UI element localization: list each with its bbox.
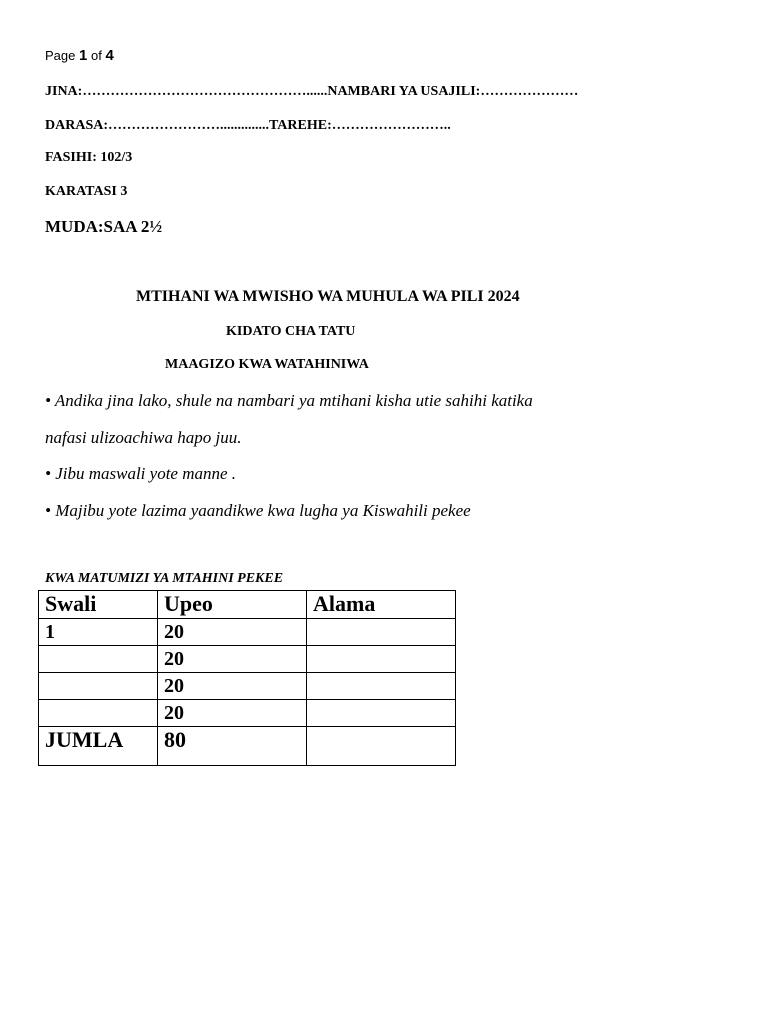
page-total: 4 bbox=[105, 47, 114, 64]
total-score-cell[interactable] bbox=[307, 727, 456, 766]
max-score-cell: 20 bbox=[158, 646, 307, 673]
max-score-cell: 20 bbox=[158, 619, 307, 646]
question-cell bbox=[39, 673, 158, 700]
question-cell: 1 bbox=[39, 619, 158, 646]
header-swali: Swali bbox=[39, 591, 158, 619]
exam-title: MTIHANI WA MWISHO WA MUHULA WA PILI 2024 bbox=[136, 288, 520, 305]
total-max-cell: 80 bbox=[158, 727, 307, 766]
class-date-line: DARASA:……………………..............TAREHE:…………………….. bbox=[45, 118, 451, 133]
table-row bbox=[39, 646, 456, 673]
form-title: KIDATO CHA TATU bbox=[226, 324, 356, 339]
total-label-cell: JUMLA bbox=[39, 727, 158, 766]
name-registration-line: JINA:…………………………………………......NAMBARI YA USAJILI:………………… bbox=[45, 84, 579, 99]
table-row bbox=[39, 700, 456, 727]
header-alama: Alama bbox=[307, 591, 456, 619]
score-cell[interactable] bbox=[307, 646, 456, 673]
total-row bbox=[39, 727, 456, 766]
instruction-line: nafasi ulizoachiwa hapo juu. bbox=[45, 428, 242, 447]
table-row bbox=[39, 619, 456, 646]
instruction-line: • Majibu yote lazima yaandikwe kwa lugha ya Kiswahili pekee bbox=[45, 501, 471, 520]
max-score-cell: 20 bbox=[158, 700, 307, 727]
score-cell[interactable] bbox=[307, 700, 456, 727]
marks-table bbox=[38, 590, 456, 766]
paper-number: KARATASI 3 bbox=[45, 184, 128, 199]
page-of: of bbox=[90, 48, 102, 63]
instruction-line: • Andika jina lako, shule na nambari ya mtihani kisha utie sahihi katika bbox=[45, 391, 533, 410]
page-current: 1 bbox=[79, 47, 88, 64]
instructions-heading: MAAGIZO KWA WATAHINIWA bbox=[165, 357, 369, 372]
max-score-cell: 20 bbox=[158, 673, 307, 700]
subject-code: FASIHI: 102/3 bbox=[45, 150, 133, 165]
table-row bbox=[39, 673, 456, 700]
page-prefix: Page bbox=[45, 48, 76, 63]
time-allowed: MUDA:SAA 2½ bbox=[45, 217, 163, 236]
question-cell bbox=[39, 646, 158, 673]
question-cell bbox=[39, 700, 158, 727]
examiner-use-label: KWA MATUMIZI YA MTAHINI PEKEE bbox=[45, 571, 284, 586]
header-upeo: Upeo bbox=[158, 591, 307, 619]
instruction-line: • Jibu maswali yote manne . bbox=[45, 464, 237, 483]
score-cell[interactable] bbox=[307, 673, 456, 700]
page-indicator bbox=[45, 47, 114, 64]
score-cell[interactable] bbox=[307, 619, 456, 646]
table-header-row bbox=[39, 591, 456, 619]
